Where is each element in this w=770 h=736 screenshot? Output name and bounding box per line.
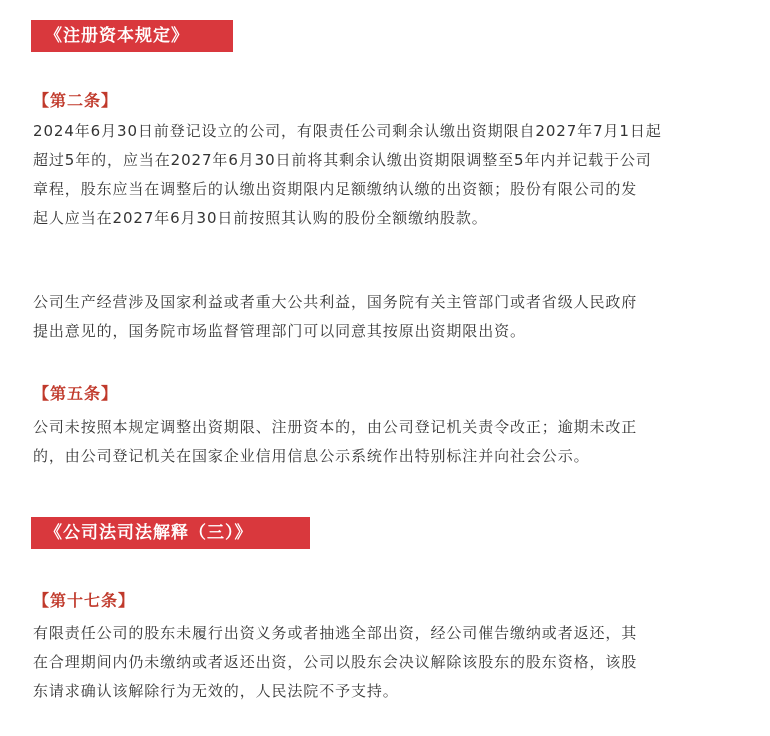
text-line: 有限责任公司的股东未履行出资义务或者抽逃全部出资，经公司催告缴纳或者返还，其 — [33, 624, 638, 642]
text-line: 的，由公司登记机关在国家企业信用信息公示系统作出特别标注并向社会公示。 — [33, 447, 590, 465]
article-5-paragraph — [33, 413, 741, 471]
text-line: 超过5年的，应当在2027年6月30日前将其剩余认缴出资期限调整至5年内并记载于公司 — [33, 151, 652, 169]
text-line: 起人应当在2027年6月30日前按照其认购的股份全额缴纳股款。 — [33, 209, 488, 227]
text-line: 提出意见的，国务院市场监督管理部门可以同意其按原出资期限出资。 — [33, 322, 526, 340]
text-line: 公司生产经营涉及国家利益或者重大公共利益，国务院有关主管部门或者省级人民政府 — [33, 293, 638, 311]
article-2-paragraph-2 — [33, 288, 741, 346]
text-line: 在合理期间内仍未缴纳或者返还出资，公司以股东会决议解除该股东的股东资格，该股 — [33, 653, 638, 671]
text-line: 2024年6月30日前登记设立的公司，有限责任公司剩余认缴出资期限自2027年7月1日起 — [33, 122, 662, 140]
text-line: 公司未按照本规定调整出资期限、注册资本的，由公司登记机关责令改正；逾期未改正 — [33, 418, 638, 436]
article-heading-2: 【第二条】 — [33, 91, 119, 110]
section-banner-company-law-interpretation: 《公司法司法解释（三）》 — [31, 517, 310, 549]
article-heading-5: 【第五条】 — [33, 384, 119, 403]
article-heading-17: 【第十七条】 — [33, 591, 136, 610]
text-line: 东请求确认该解除行为无效的，人民法院不予支持。 — [33, 682, 399, 700]
text-line: 章程，股东应当在调整后的认缴出资期限内足额缴纳认缴的出资额；股份有限公司的发 — [33, 180, 638, 198]
article-17-paragraph — [33, 619, 741, 706]
article-2-paragraph-1 — [33, 117, 741, 233]
section-banner-registered-capital: 《注册资本规定》 — [31, 20, 233, 52]
